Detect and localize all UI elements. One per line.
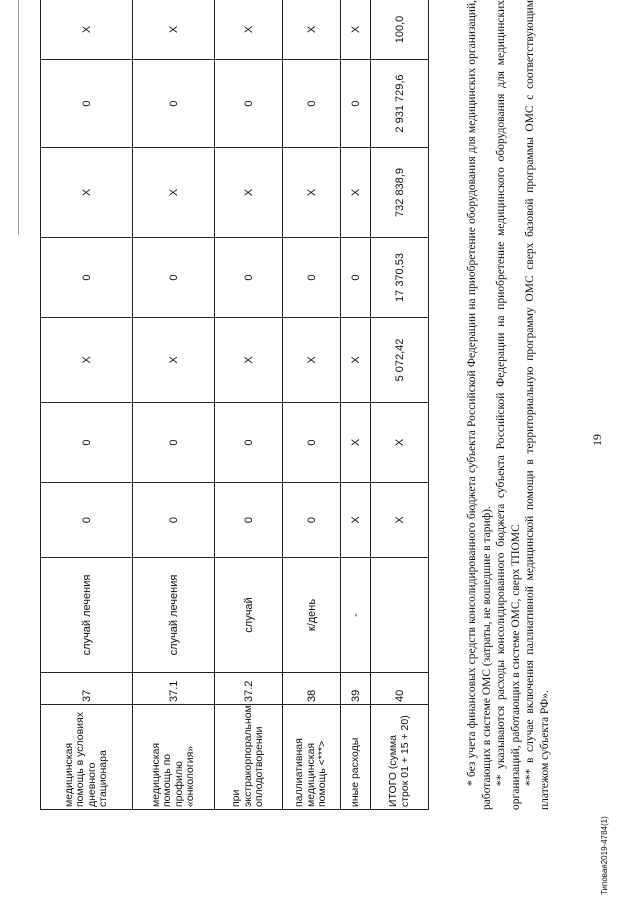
- unit-cell: [371, 558, 429, 673]
- table-row: [371, 0, 429, 810]
- value-cell: X: [133, 0, 215, 60]
- row-name-cell: паллиативная медицинская помощь <***>: [283, 705, 341, 810]
- footnote: *** в случае включения паллиативной медицинской помощи в территориальную программу ОМС сверх базовой программы ОМС с соответствующим платежом субъекта РФ».: [524, 0, 551, 810]
- row-code-cell: 39: [341, 673, 371, 705]
- value-cell: 0: [215, 403, 283, 483]
- value-cell: 0: [283, 60, 341, 148]
- value-cell: X: [283, 148, 341, 238]
- row-code-cell: 37.1: [133, 673, 215, 705]
- unit-cell: к/день: [283, 558, 341, 673]
- value-cell: 2 931 729,6: [371, 60, 429, 148]
- value-cell: X: [41, 0, 133, 60]
- value-cell: X: [341, 318, 371, 403]
- footnote: ** указываются расходы консолидированного бюджета субъекта Российской Федерации на приобретение медицинского оборудования для медицинских организаций, работающих в системе ОМС, сверх ТПОМС: [495, 0, 522, 810]
- value-cell: 0: [341, 238, 371, 318]
- table-body: [41, 0, 429, 810]
- value-cell: 0: [283, 483, 341, 558]
- table-row: [215, 0, 283, 810]
- row-code-cell: 38: [283, 673, 341, 705]
- value-cell: X: [341, 403, 371, 483]
- value-cell: 5 072,42: [371, 318, 429, 403]
- value-cell: 0: [215, 483, 283, 558]
- row-name-cell: при экстракорпоральном оплодотворении: [215, 705, 283, 810]
- value-cell: X: [215, 318, 283, 403]
- unit-cell: случай: [215, 558, 283, 673]
- value-cell: 0: [133, 403, 215, 483]
- row-name-cell: иные расходы: [341, 705, 371, 810]
- value-cell: X: [215, 148, 283, 238]
- value-cell: 0: [41, 483, 133, 558]
- value-cell: 0: [133, 483, 215, 558]
- value-cell: 100,0: [371, 0, 429, 60]
- row-code-cell: 37.2: [215, 673, 283, 705]
- value-cell: 0: [41, 403, 133, 483]
- value-cell: X: [133, 318, 215, 403]
- unit-cell: -: [341, 558, 371, 673]
- table-row: [133, 0, 215, 810]
- value-cell: X: [283, 0, 341, 60]
- value-cell: 0: [283, 238, 341, 318]
- value-cell: 0: [41, 60, 133, 148]
- unit-cell: случай лечения: [41, 558, 133, 673]
- value-cell: 0: [215, 238, 283, 318]
- value-cell: X: [133, 148, 215, 238]
- value-cell: 0: [133, 238, 215, 318]
- data-table: [40, 0, 429, 810]
- value-cell: X: [341, 0, 371, 60]
- row-code-cell: 37: [41, 673, 133, 705]
- value-cell: X: [41, 318, 133, 403]
- row-name-cell: медицинская помощь в условиях дневного стационара: [41, 705, 133, 810]
- value-cell: X: [215, 0, 283, 60]
- unit-cell: случай лечения: [133, 558, 215, 673]
- value-cell: 732 838,9: [371, 148, 429, 238]
- value-cell: X: [283, 318, 341, 403]
- row-name-cell: медицинская помощь по профилю «онкология»: [133, 705, 215, 810]
- value-cell: X: [341, 148, 371, 238]
- table-row: [41, 0, 133, 810]
- value-cell: 17 370,53: [371, 238, 429, 318]
- value-cell: 0: [283, 403, 341, 483]
- footnote: * без учета финансовых средств консолидированного бюджета субъекта Российской Федерации на приобретение оборудования для медицинских организаций, работающих в системе ОМС (затраты, не вошедшие в тариф).: [466, 0, 493, 810]
- value-cell: 0: [341, 60, 371, 148]
- value-cell: 0: [41, 238, 133, 318]
- value-cell: X: [371, 403, 429, 483]
- page-number: 19: [590, 434, 604, 446]
- value-cell: X: [341, 483, 371, 558]
- row-code-cell: 40: [371, 673, 429, 705]
- value-cell: X: [371, 483, 429, 558]
- row-name-cell: ИТОГО (сумма строк 01 + 15 + 20): [371, 705, 429, 810]
- footnotes: [465, 0, 553, 810]
- value-cell: 0: [133, 60, 215, 148]
- table-row: [341, 0, 371, 810]
- value-cell: X: [41, 148, 133, 238]
- document-code: Типовая2019-4784(1): [600, 816, 609, 895]
- table-row: [283, 0, 341, 810]
- value-cell: 0: [215, 60, 283, 148]
